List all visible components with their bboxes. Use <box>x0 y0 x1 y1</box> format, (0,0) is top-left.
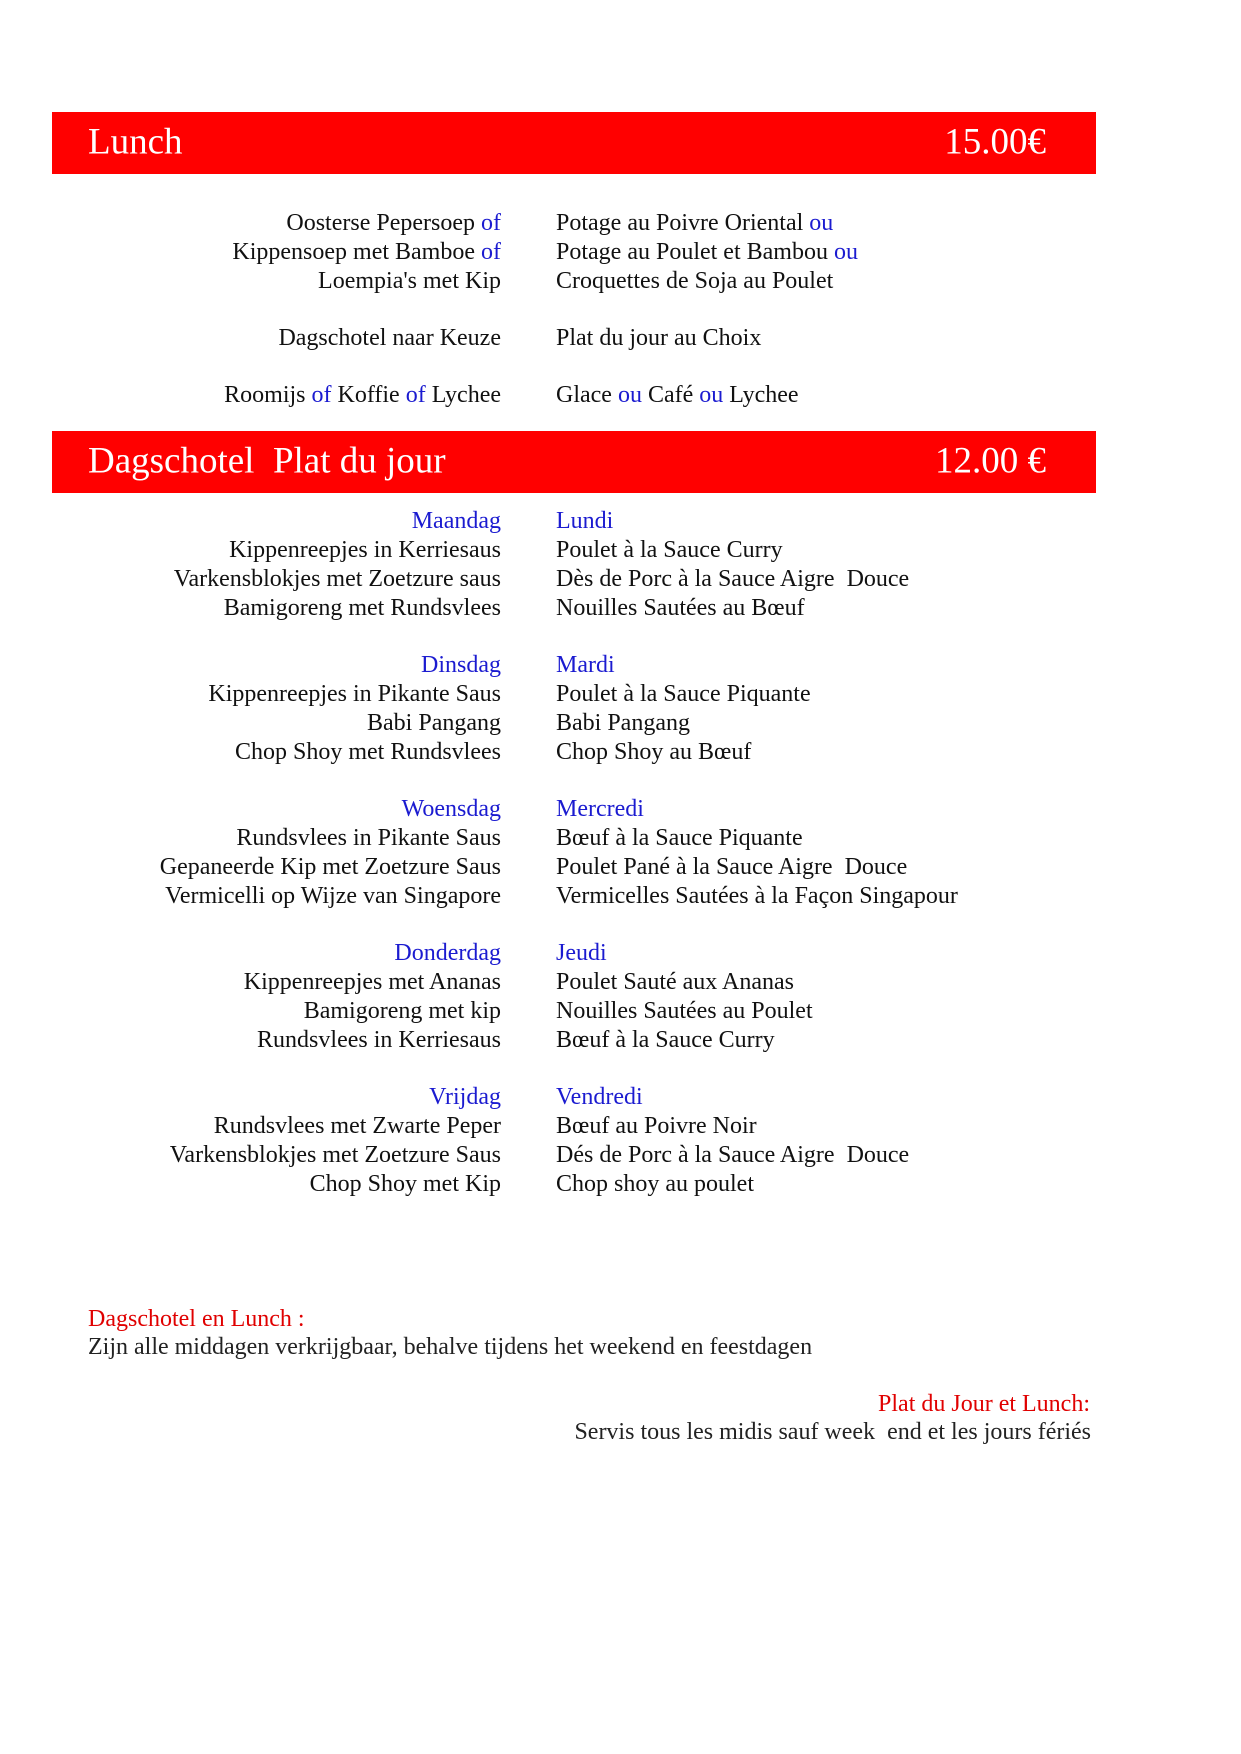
dish-french: Chop Shoy au Bœuf <box>556 739 752 765</box>
item-dutch <box>278 324 501 353</box>
item-french <box>556 267 833 296</box>
dish-french: Dès de Porc à la Sauce Aigre Douce <box>556 566 910 592</box>
day-heading-row <box>0 1083 1241 1112</box>
dish-row <box>0 997 1241 1026</box>
connector-word: of <box>481 239 501 265</box>
dish-row <box>0 1170 1241 1199</box>
row-gap <box>0 296 1241 324</box>
item-french <box>556 324 761 353</box>
text-fragment: Kippensoep met Bamboe <box>232 239 481 265</box>
connector-word: ou <box>699 382 724 408</box>
lunch-header-band <box>52 112 1096 174</box>
note-fr-text: Servis tous les midis sauf week end et les jours fériés <box>574 1419 1091 1445</box>
dish-dutch: Rundsvlees met Zwarte Peper <box>213 1113 501 1139</box>
text-fragment: Koffie <box>331 382 406 408</box>
dish-dutch: Gepaneerde Kip met Zoetzure Saus <box>159 854 501 880</box>
connector-word: of <box>481 210 501 236</box>
dish-dutch: Bamigoreng met Rundsvlees <box>223 595 501 621</box>
text-fragment: Glace <box>556 382 618 408</box>
connector-word: of <box>311 382 332 408</box>
dagschotel-price: 12.00 € <box>935 440 1046 482</box>
dish-dutch: Bamigoreng met kip <box>303 998 501 1024</box>
note-fr-title: Plat du Jour et Lunch: <box>878 1391 1090 1417</box>
day-name-dutch: Woensdag <box>401 796 501 822</box>
dish-french: Vermicelles Sautées à la Façon Singapour <box>556 883 958 909</box>
row-gap <box>0 353 1241 381</box>
dish-row <box>0 594 1241 623</box>
lunch-item-row <box>0 267 1241 296</box>
dish-row <box>0 968 1241 997</box>
dish-french: Bœuf au Poivre Noir <box>556 1113 757 1139</box>
dish-dutch: Vermicelli op Wijze van Singapore <box>165 883 501 909</box>
text-fragment: Lychee <box>425 382 501 408</box>
dish-dutch: Rundsvlees in Kerriesaus <box>257 1027 501 1053</box>
dish-dutch: Kippenreepjes in Kerriesaus <box>229 537 501 563</box>
dish-french: Babi Pangang <box>556 710 690 736</box>
item-french <box>556 209 833 238</box>
lunch-item-row <box>0 209 1241 238</box>
day-name-dutch: Vrijdag <box>429 1084 501 1110</box>
day-name-dutch: Maandag <box>411 508 501 534</box>
dish-french: Nouilles Sautées au Bœuf <box>556 595 805 621</box>
dish-row <box>0 565 1241 594</box>
dish-row <box>0 882 1241 911</box>
lunch-item-row <box>0 381 1241 410</box>
row-gap <box>0 911 1241 939</box>
connector-word: ou <box>617 382 642 408</box>
day-name-french: Mardi <box>556 652 615 678</box>
dish-dutch: Chop Shoy met Kip <box>309 1171 501 1197</box>
dish-row <box>0 1026 1241 1055</box>
lunch-price: 15.00€ <box>944 121 1046 163</box>
text-fragment: Loempia's met Kip <box>318 268 501 294</box>
dish-row <box>0 853 1241 882</box>
dish-french: Bœuf à la Sauce Piquante <box>556 825 803 851</box>
day-name-french: Lundi <box>556 508 614 534</box>
note-nl-title: Dagschotel en Lunch : <box>88 1306 305 1332</box>
text-fragment: Roomijs <box>224 382 312 408</box>
text-fragment: Oosterse Pepersoep <box>286 210 481 236</box>
dish-dutch: Kippenreepjes met Ananas <box>243 969 501 995</box>
day-name-dutch: Donderdag <box>394 940 501 966</box>
item-dutch <box>318 267 501 296</box>
row-gap <box>0 1055 1241 1083</box>
dish-row <box>0 536 1241 565</box>
dish-french: Nouilles Sautées au Poulet <box>556 998 813 1024</box>
dagschotel-title: Dagschotel Plat du jour <box>88 440 446 482</box>
dish-dutch: Rundsvlees in Pikante Saus <box>236 825 501 851</box>
dish-french: Poulet à la Sauce Curry <box>556 537 783 563</box>
item-french <box>556 381 799 410</box>
dish-row <box>0 680 1241 709</box>
day-name-french: Jeudi <box>556 940 607 966</box>
text-fragment: Croquettes de Soja au Poulet <box>556 268 834 294</box>
connector-word: ou <box>809 210 834 236</box>
text-fragment: Café <box>641 382 700 408</box>
dagschotel-menu <box>0 507 1241 1199</box>
item-dutch <box>232 238 501 267</box>
dish-french: Bœuf à la Sauce Curry <box>556 1027 775 1053</box>
lunch-item-row <box>0 324 1241 353</box>
dish-dutch: Chop Shoy met Rundsvlees <box>234 739 501 765</box>
dish-row <box>0 1112 1241 1141</box>
day-name-dutch: Dinsdag <box>421 652 501 678</box>
item-dutch <box>224 381 501 410</box>
text-fragment: Potage au Poulet et Bambou <box>556 239 834 265</box>
lunch-menu <box>0 209 1241 410</box>
row-gap <box>0 623 1241 651</box>
dish-row <box>0 709 1241 738</box>
day-heading-row <box>0 795 1241 824</box>
day-name-french: Vendredi <box>556 1084 643 1110</box>
day-heading-row <box>0 507 1241 536</box>
text-fragment: Potage au Poivre Oriental <box>556 210 810 236</box>
dish-dutch: Kippenreepjes in Pikante Saus <box>208 681 501 707</box>
note-nl-text: Zijn alle middagen verkrijgbaar, behalve tijdens het weekend en feestdagen <box>88 1334 813 1360</box>
dish-french: Poulet Sauté aux Ananas <box>556 969 794 995</box>
day-name-french: Mercredi <box>556 796 644 822</box>
dish-row <box>0 738 1241 767</box>
dish-dutch: Babi Pangang <box>367 710 501 736</box>
dish-row <box>0 824 1241 853</box>
dish-row <box>0 1141 1241 1170</box>
dish-french: Chop shoy au poulet <box>556 1171 754 1197</box>
item-french <box>556 238 858 267</box>
row-gap <box>0 767 1241 795</box>
text-fragment: Plat du jour au Choix <box>556 325 762 351</box>
dish-dutch: Varkensblokjes met Zoetzure Saus <box>169 1142 501 1168</box>
text-fragment: Dagschotel naar Keuze <box>278 325 501 351</box>
day-heading-row <box>0 939 1241 968</box>
connector-word: of <box>405 382 426 408</box>
dagschotel-header-band <box>52 431 1096 493</box>
item-dutch <box>286 209 501 238</box>
connector-word: ou <box>833 239 858 265</box>
dish-french: Poulet Pané à la Sauce Aigre Douce <box>556 854 908 880</box>
lunch-item-row <box>0 238 1241 267</box>
dish-dutch: Varkensblokjes met Zoetzure saus <box>173 566 501 592</box>
lunch-title: Lunch <box>88 121 183 163</box>
dish-french: Dés de Porc à la Sauce Aigre Douce <box>556 1142 910 1168</box>
dish-french: Poulet à la Sauce Piquante <box>556 681 811 707</box>
day-heading-row <box>0 651 1241 680</box>
text-fragment: Lychee <box>723 382 799 408</box>
